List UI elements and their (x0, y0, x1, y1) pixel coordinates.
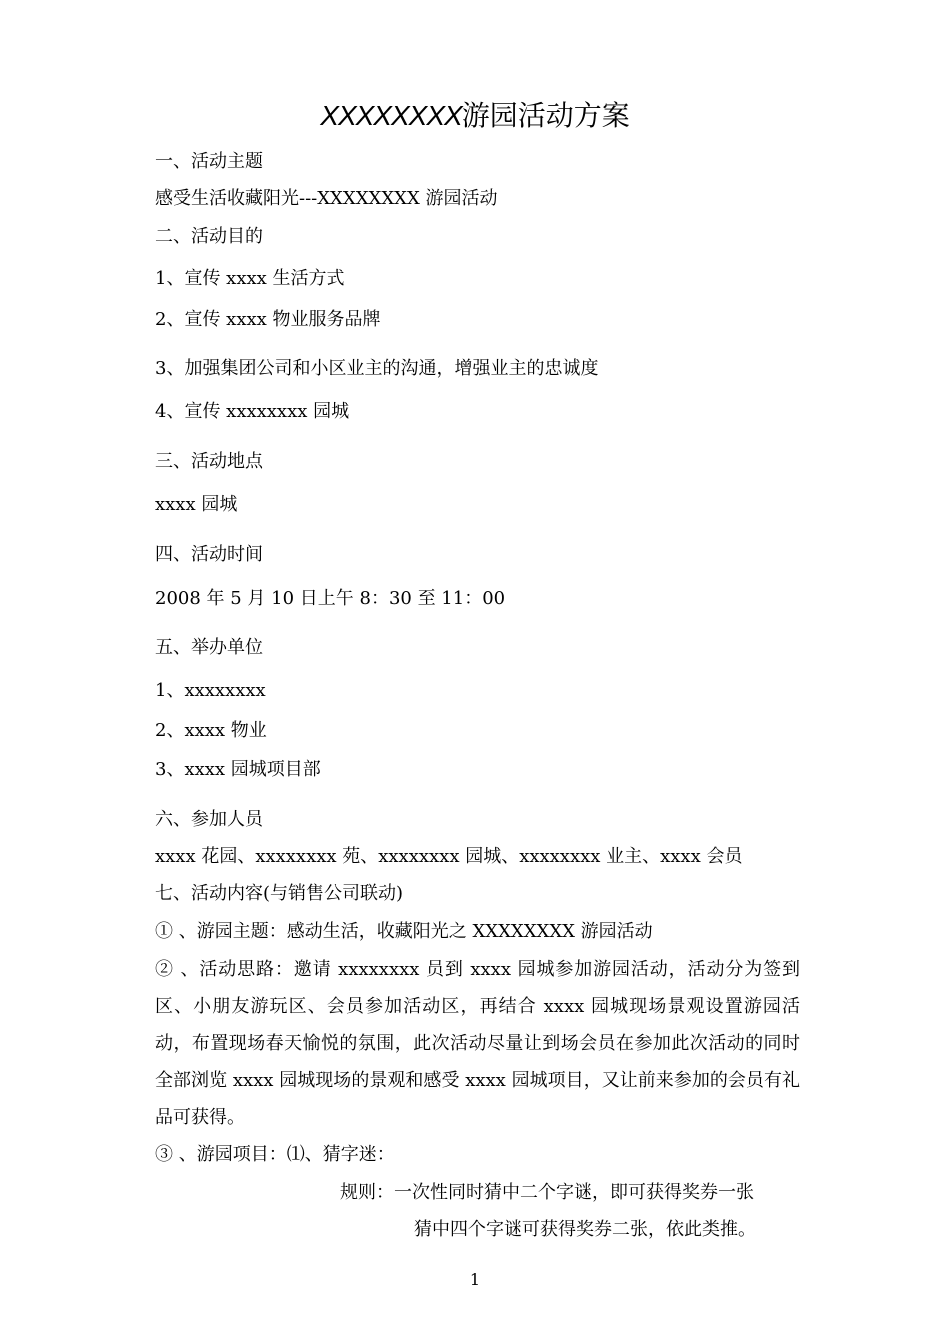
location-text: xxxx 园城 (155, 494, 238, 515)
time-text: 2008 年 5 月 10 日上午 8：30 至 11：00 (155, 588, 506, 609)
document-title (0, 96, 950, 136)
rule-line: 猜中四个字谜可获得奖券二张，依此类推。 (414, 1219, 756, 1240)
section-heading-organizers: 五、举办单位 (155, 637, 263, 658)
section-heading-location: 三、活动地点 (155, 451, 263, 472)
participants-text: xxxx 花园、xxxxxxxx 苑、xxxxxxxx 园城、xxxxxxxx 业主、xxxx 会员 (155, 846, 743, 867)
organizer-item: 3、xxxx 园城项目部 (155, 759, 321, 780)
organizer-item: 2、xxxx 物业 (155, 720, 267, 741)
title-prefix: XXXXXXXX (320, 100, 462, 131)
theme-text: 感受生活收藏阳光---XXXXXXXX 游园活动 (155, 188, 498, 209)
purpose-item: 1、宣传 xxxx 生活方式 (155, 268, 345, 289)
purpose-item: 2、宣传 xxxx 物业服务品牌 (155, 309, 381, 330)
rule-line: 规则：一次性同时猜中二个字谜，即可获得奖券一张 (340, 1182, 754, 1203)
section-heading-participants: 六、参加人员 (155, 809, 263, 830)
section-heading-theme: 一、活动主题 (155, 151, 263, 172)
purpose-item: 4、宣传 xxxxxxxx 园城 (155, 401, 350, 422)
organizer-item: 1、xxxxxxxx (155, 680, 266, 701)
section-heading-content: 七、活动内容(与销售公司联动) (155, 883, 404, 904)
content-item-projects: ③ 、游园项目：⑴、猜字迷： (155, 1144, 395, 1165)
section-heading-purpose: 二、活动目的 (155, 226, 263, 247)
purpose-item: 3、加强集团公司和小区业主的沟通，增强业主的忠诚度 (155, 358, 599, 379)
content-item-theme: ① 、游园主题：感动生活，收藏阳光之 XXXXXXXX 游园活动 (155, 921, 653, 942)
section-heading-time: 四、活动时间 (155, 544, 263, 565)
page-number: 1 (469, 1270, 481, 1289)
content-item-approach: ② 、活动思路：邀请 xxxxxxxx 员到 xxxx 园城参加游园活动，活动分为签到区、小朋友游玩区、会员参加活动区，再结合 xxxx 园城现场景观设置游园活动，布置现场春天愉悦的氛围，此次活动尽量让到场会员在参加此次活动的同时全部浏览 xxxx 园城现场的景观和感受 xxxx 园城项目，又让前来参加的会员有礼品可获得。 (155, 959, 800, 1128)
title-suffix: 游园活动方案 (461, 99, 630, 132)
